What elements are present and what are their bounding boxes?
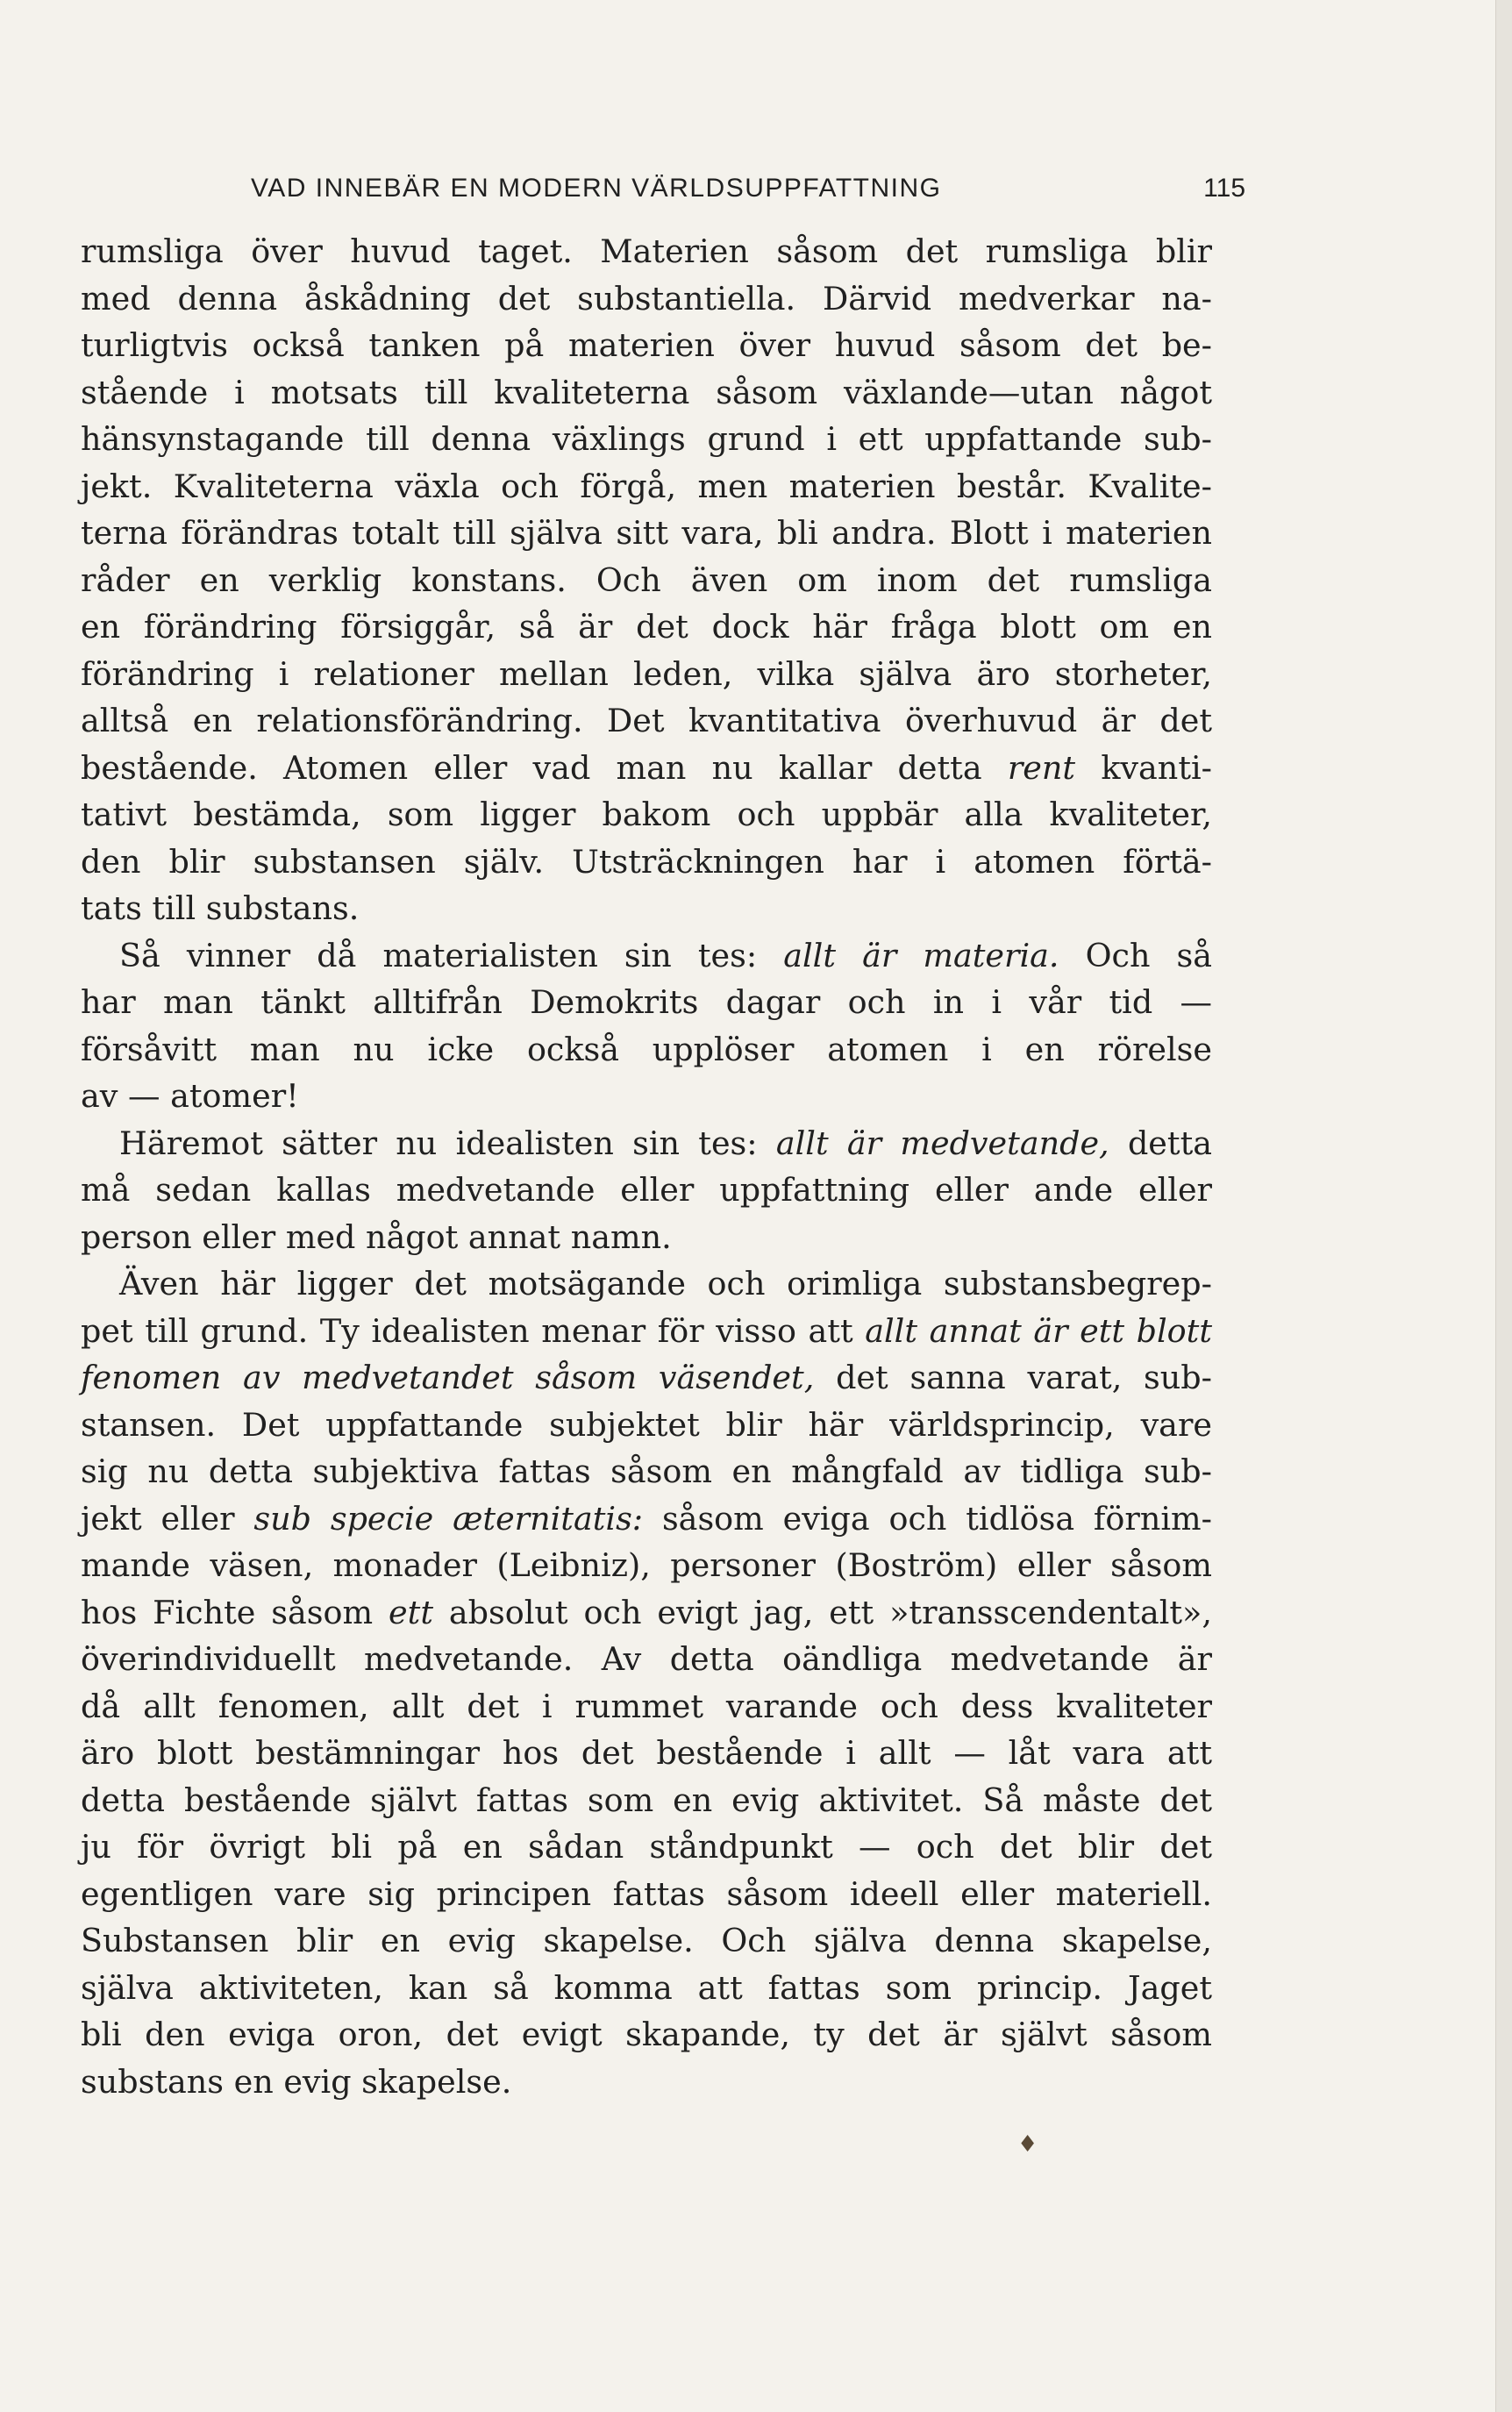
text-line: rumsliga över huvud taget. Materien såsom det rumsliga blir [81,232,1212,270]
text-line: har man tänkt alltifrån Demokrits dagar och in i vår tid — [81,983,1212,1021]
text-line: stansen. Det uppfattande subjektet blir här världsprincip, vare [81,1405,1212,1444]
text-line: Även här ligger det motsägande och orimliga substansbegrep- [119,1265,1212,1302]
italic-text: rent [1007,748,1076,787]
text-line [81,745,1212,792]
text-line [81,1354,1212,1402]
page-edge [1495,0,1512,2412]
text-segment: Häremot sätter nu idealisten sin tes: [119,1124,758,1162]
text-line: tats till substans. [81,889,360,927]
italic-text: allt annat är ett blott [865,1311,1212,1350]
ink-mark-icon: ♦ [1017,2131,1038,2158]
text-segment: Så vinner då materialisten sin tes: [119,936,758,974]
text-line: person eller med något annat namn. [81,1217,672,1256]
text-line: en förändring försiggår, så är det dock här fråga blott om en [81,608,1212,646]
text-segment: bestående. Atomen eller vad man nu kallar detta [81,748,982,787]
text-line: turligtvis också tanken på materien över huvud såsom det be- [81,326,1212,364]
text-segment: kvanti- [1101,748,1212,787]
text-line: överindividuellt medvetande. Av detta oändliga medvetande är [81,1640,1212,1678]
text-line: av — atomer! [81,1077,299,1115]
text-line [81,932,1212,980]
text-line: jekt. Kvaliteterna växla och förgå, men materien består. Kvalite- [81,467,1212,505]
text-segment: Och så [1085,936,1213,974]
body-text [81,228,1212,2105]
text-line: förändring i relationer mellan leden, vilka själva äro storheter, [81,654,1212,693]
text-segment: pet till grund. Ty idealisten menar för visso att [81,1311,853,1350]
text-line: stående i motsats till kvaliteterna såsom växlande—utan något [81,373,1212,411]
text-line: terna förändras totalt till själva sitt vara, bli andra. Blott i materien [81,514,1212,552]
text-line [81,1120,1212,1167]
text-line: tativt bestämda, som ligger bakom och uppbär alla kvaliteter, [81,796,1212,833]
text-line: hänsynstagande till denna växlings grund i ett uppfattande sub- [81,420,1212,458]
text-line: bli den eviga oron, det evigt skapande, ty det är självt såsom [81,2016,1212,2053]
text-line: själva aktiviteten, kan så komma att fattas som princip. Jaget [81,1968,1212,2007]
text-line: detta bestående självt fattas som en evig aktivitet. Så måste det [81,1780,1212,1819]
text-line [81,1589,1212,1637]
text-line: alltså en relationsförändring. Det kvantitativa överhuvud är det [81,702,1212,739]
text-line [81,1495,1212,1543]
text-line: må sedan kallas medvetande eller uppfattning eller ande eller [81,1171,1212,1209]
page-number: 115 [1203,174,1245,203]
text-segment: jekt eller [81,1499,235,1538]
italic-text: allt är medvetande, [775,1124,1109,1162]
text-segment: såsom eviga och tidlösa förnim- [661,1499,1212,1538]
text-line: då allt fenomen, allt det i rummet varande och dess kvaliteter [81,1687,1212,1725]
text-line: äro blott bestämningar hos det bestående i allt — låt vara att [81,1734,1212,1772]
text-line: med denna åskådning det substantiella. Därvid medverkar na- [81,279,1212,318]
text-segment: absolut och evigt jag, ett »transscendentalt», [448,1593,1212,1631]
text-line: sig nu detta subjektiva fattas såsom en mångfald av tidliga sub- [81,1452,1212,1490]
italic-text: ett [389,1593,433,1631]
text-line: substans en evig skapelse. [81,2062,512,2101]
italic-text: fenomen av medvetandet såsom väsendet, [81,1359,815,1396]
text-line [81,1308,1212,1355]
text-line: mande väsen, monader (Leibniz), personer (Boström) eller såsom [81,1546,1212,1584]
text-line: egentligen vare sig principen fattas såsom ideell eller materiell. [81,1874,1212,1913]
running-head: VAD INNEBÄR EN MODERN VÄRLDSUPPFATTNING [251,174,942,203]
text-segment: hos Fichte såsom [81,1593,374,1631]
text-line: ju för övrigt bli på en sådan ståndpunkt — och det blir det [81,1828,1212,1866]
italic-text: sub specie æternitatis: [253,1499,644,1538]
text-line: råder en verklig konstans. Och även om inom det rumsliga [81,560,1212,599]
italic-text: allt är materia. [783,936,1059,974]
text-segment: det sanna varat, sub- [836,1359,1212,1396]
text-line: den blir substansen själv. Utsträckningen har i atomen förtä- [81,842,1212,881]
text-line: försåvitt man nu icke också upplöser atomen i en rörelse [81,1030,1212,1068]
text-line: Substansen blir en evig skapelse. Och själva denna skapelse, [81,1922,1212,1959]
text-segment: detta [1127,1124,1212,1162]
